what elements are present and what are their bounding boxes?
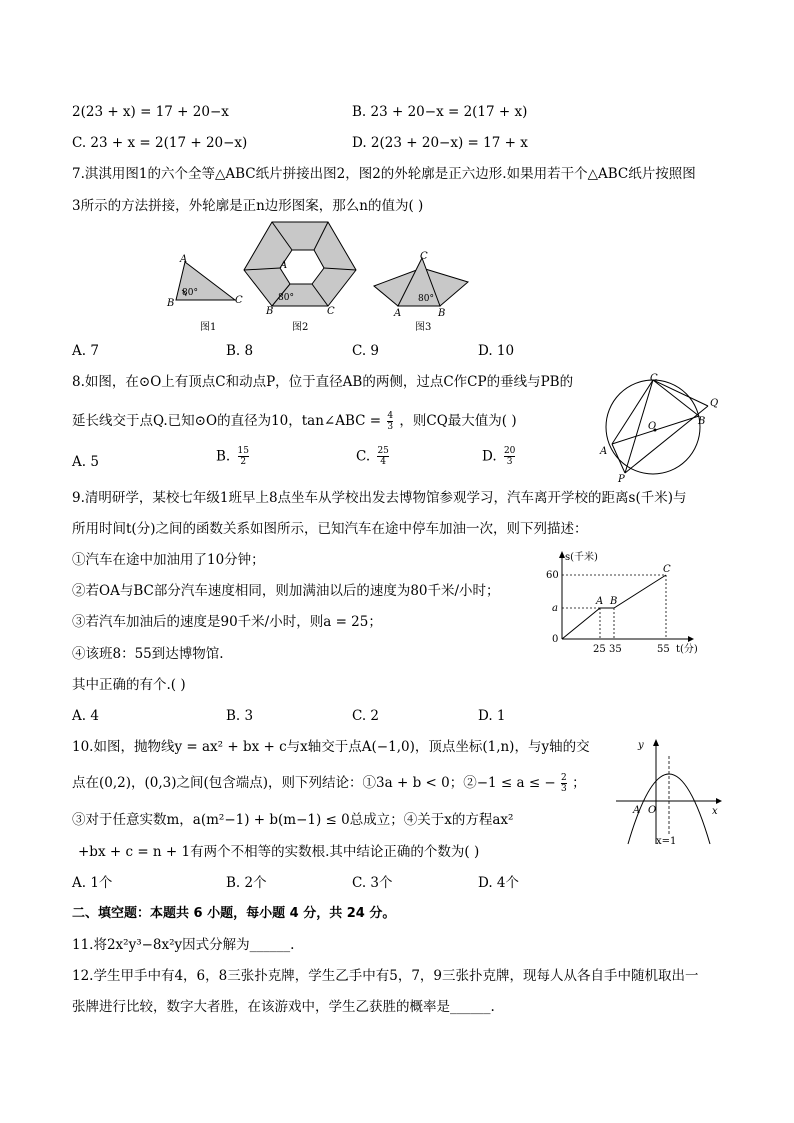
q7-option-c: C. 9 — [352, 343, 380, 359]
q9-statement-4: ④该班8：55到达博物馆. — [72, 646, 224, 662]
q10-option-d: D. 4个 — [478, 875, 520, 891]
q9-graph-point-b: B — [610, 596, 618, 607]
q9-graph-origin: 0 — [552, 634, 559, 645]
q10-text-line2 — [72, 773, 586, 794]
q10-text-line1: 10.如图，抛物线y = ax² + bx + c与x轴交于点A(−1,0)，顶点坐标(1,n)，与y轴的交 — [72, 739, 590, 755]
q10-label-a: A — [633, 805, 641, 816]
q8-circle-figure — [598, 372, 723, 484]
q9-graph-x55: 55 — [657, 644, 670, 655]
q9-graph-x25: 25 — [593, 644, 606, 655]
q6-option-c: C. 23 + x = 2(17 + 20−x) — [72, 135, 248, 151]
q9-option-a: A. 4 — [72, 708, 99, 724]
fig2-label-a: A — [280, 260, 288, 271]
q7-figure-3 — [368, 250, 478, 335]
q10-text-line4: +bx + c = n + 1有两个不相等的实数根.其中结论正确的个数为( ) — [78, 844, 480, 860]
q8-option-d: D. $\frac{20}{3}$ — [482, 446, 516, 467]
q9-distance-time-graph — [540, 546, 710, 656]
fig3-label-b: B — [438, 308, 446, 319]
q8-option-c: C. $\frac{25}{4}$ — [356, 446, 389, 467]
q8-text-line2 — [72, 411, 517, 432]
fig2-angle: 80° — [278, 293, 294, 303]
q8-label-c: C — [650, 373, 658, 384]
q9-graph-xlabel: t(分) — [676, 644, 698, 655]
q10-option-b: B. 2个 — [226, 875, 267, 891]
fig3-caption: 图3 — [415, 322, 432, 333]
q10-label-x: x — [712, 806, 718, 817]
q9-option-d: D. 1 — [478, 708, 506, 724]
q10-label-o: O — [648, 805, 657, 816]
q9-option-b: B. 3 — [226, 708, 254, 724]
q9-graph-x35: 35 — [609, 644, 622, 655]
q9-graph-ylabel: s(千米) — [565, 552, 598, 563]
q9-statement-1: ①汽车在途中加油用了10分钟； — [72, 552, 265, 568]
q8-label-o: O — [648, 421, 657, 432]
q7-text-line1: 7.淇淇用图1的六个全等△ABC纸片拼接出图2，图2的外轮廓是正六边形.如果用若干个△ABC纸片按照图 — [72, 166, 696, 182]
q8-option-b: B. $\frac{15}{2}$ — [216, 446, 249, 467]
q10-label-y: y — [638, 740, 644, 751]
q8-tan-fraction: $\frac{4}{3}$ — [387, 411, 394, 432]
q6-option-a: 2(23 + x) = 17 + 20−x — [72, 104, 229, 120]
q8-text-line1: 8.如图，在⊙O上有顶点C和动点P，位于直径AB的两侧，过点C作CP的垂线与PB的 — [72, 374, 574, 390]
q7-option-d: D. 10 — [478, 343, 515, 359]
fig2-label-c: C — [327, 306, 335, 317]
fig1-label-c: C — [235, 295, 243, 306]
q8-label-a: A — [600, 446, 608, 457]
q10-text-line3: ③对于任意实数m，a(m²−1) + b(m−1) ≤ 0总成立；④关于x的方程ax² — [72, 812, 514, 828]
fig1-label-a: A — [180, 254, 188, 265]
fig3-label-c: C — [420, 251, 428, 262]
fig1-label-b: B — [167, 298, 175, 309]
q9-graph-y60: 60 — [546, 570, 559, 581]
q9-graph-ya: a — [552, 603, 558, 614]
q8-line2-end: ，则CQ最大值为( ) — [399, 413, 517, 429]
q10-line2-end: ； — [572, 775, 586, 791]
q9-text-line1: 9.清明研学，某校七年级1班早上8点坐车从学校出发去博物馆参观学习，汽车离开学校的距离s(千米)与 — [72, 490, 687, 506]
q10-option-c: C. 3个 — [352, 875, 393, 891]
q8-option-a: A. 5 — [72, 454, 99, 470]
q11-text: 11.将2x²y³−8x²y因式分解为______. — [72, 937, 295, 953]
q8-label-b: B — [698, 416, 706, 427]
q8-label-p: P — [618, 474, 625, 484]
q10-line2-start: 点在(0,2)，(0,3)之间(包含端点)，则下列结论：①3a + b < 0；②−1 ≤ a ≤ − — [72, 775, 556, 791]
q7-figure-2 — [240, 218, 360, 336]
fig1-angle: 80° — [182, 288, 198, 298]
q9-option-c: C. 2 — [352, 708, 380, 724]
q12-text-line2: 张牌进行比较，数字大者胜，在该游戏中，学生乙获胜的概率是______. — [72, 999, 495, 1015]
section-2-heading: 二、填空题：本题共 6 小题，每小题 4 分，共 24 分。 — [72, 906, 396, 921]
q7-text-line2: 3所示的方法拼接，外轮廓是正n边形图案，那么n的值为( ) — [72, 198, 424, 214]
q12-text-line1: 12.学生甲手中有4，6，8三张扑克牌，学生乙手中有5，7，9三张扑克牌，现每人从各自手中随机取出一 — [72, 968, 699, 984]
q10-fraction: $\frac{2}{3}$ — [561, 773, 567, 794]
q10-axis-label: x=1 — [656, 836, 677, 847]
q7-option-b: B. 8 — [226, 343, 254, 359]
q8-line2-start: 延长线交于点Q.已知⊙O的直径为10，tan∠ABC = — [72, 413, 382, 429]
q9-text-line2: 所用时间t(分)之间的函数关系如图所示，已知汽车在途中停车加油一次，则下列描述： — [72, 521, 588, 537]
fig3-angle: 80° — [418, 294, 434, 304]
q10-parabola-figure — [608, 736, 728, 848]
q9-question: 其中正确的有个.( ) — [72, 677, 186, 693]
q9-statement-2: ②若OA与BC部分汽车速度相同，则加满油以后的速度为80千米/小时； — [72, 583, 500, 599]
q8-label-q: Q — [710, 398, 719, 409]
q9-graph-point-c: C — [663, 564, 671, 575]
fig2-caption: 图2 — [292, 322, 309, 333]
q6-option-d: D. 2(23 + 20−x) = 17 + x — [352, 135, 528, 151]
fig2-label-b: B — [266, 306, 274, 317]
q6-option-b: B. 23 + 20−x = 2(17 + x) — [352, 104, 528, 120]
q9-statement-3: ③若汽车加油后的速度是90千米/小时，则a = 25； — [72, 614, 382, 630]
q9-graph-point-a: A — [596, 596, 604, 607]
q10-option-a: A. 1个 — [72, 875, 113, 891]
fig1-caption: 图1 — [200, 322, 217, 333]
fig3-label-a: A — [394, 308, 402, 319]
q7-option-a: A. 7 — [72, 343, 99, 359]
